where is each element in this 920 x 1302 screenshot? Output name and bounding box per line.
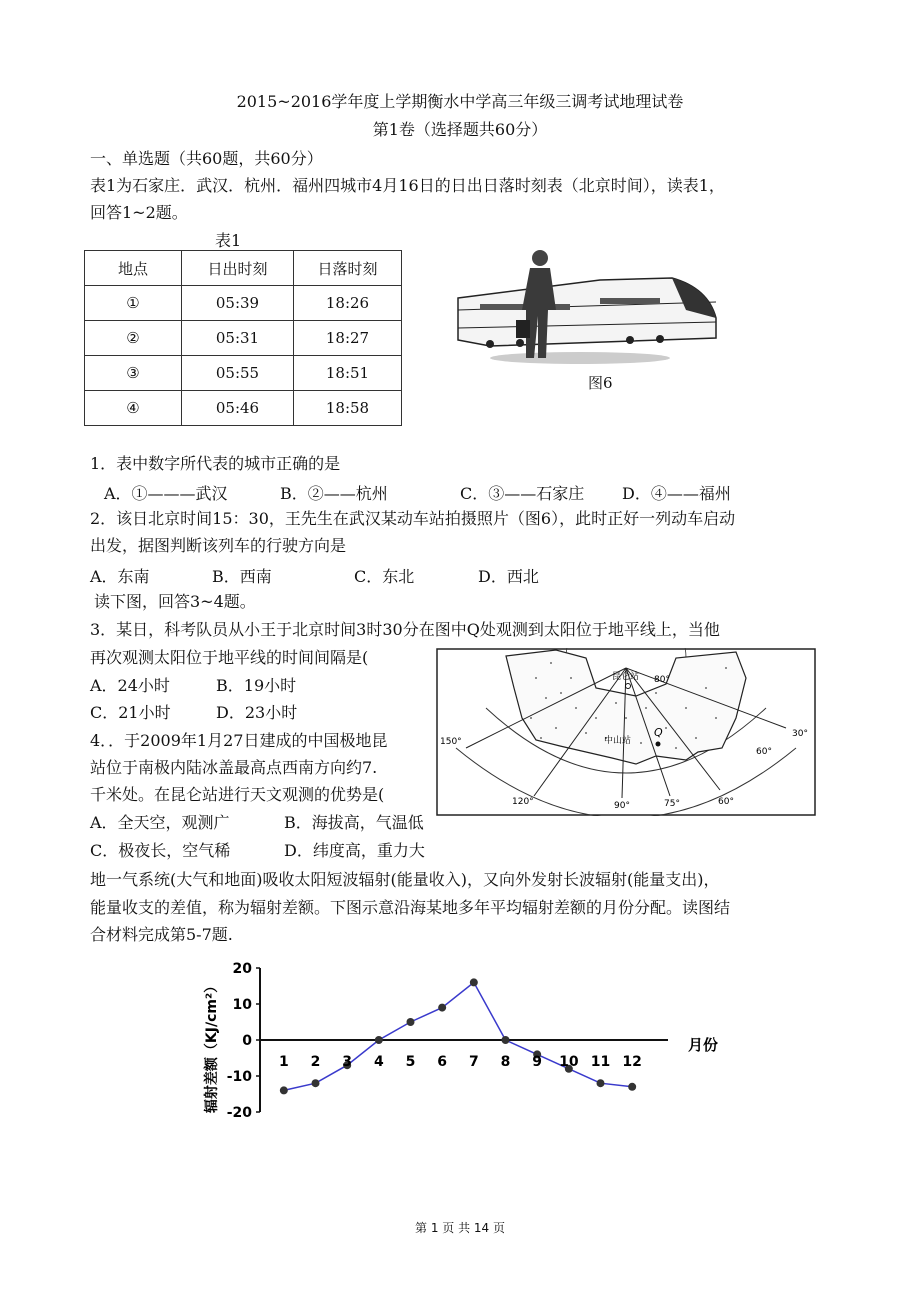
chart-point: [312, 1079, 320, 1087]
section-heading: 一、单选题（共60题，共60分）: [90, 149, 323, 168]
q4-stem-b: 站位于南极内陆冰盖最高点西南方向约7.: [90, 758, 378, 777]
map-degree-label: 120°: [512, 797, 534, 807]
q1-option-b[interactable]: B．②——杭州: [280, 484, 388, 503]
map-degree-label: 30°: [792, 729, 808, 739]
q1-option-a[interactable]: A．①———武汉: [104, 484, 228, 503]
q2-option-a[interactable]: A．东南: [90, 567, 150, 586]
q4-stem-c: 千米处。在昆仑站进行天文观测的优势是(: [90, 785, 385, 804]
chart-x-tick-label: 3: [342, 1054, 353, 1070]
chart-point: [597, 1079, 605, 1087]
map-degree-label: 90°: [614, 801, 630, 811]
chart-x-tick-label: 8: [500, 1054, 511, 1070]
chart-x-tick-label: 5: [405, 1054, 416, 1070]
q4-options-row-1: [90, 813, 424, 833]
table-cell: ③: [85, 356, 182, 391]
intro-3-line-c: 合材料完成第5-7题.: [90, 925, 233, 944]
exam-title: 2015~2016学年度上学期衡水中学高三年级三调考试地理试卷: [236, 92, 684, 111]
chart-y-axis-label: 辐射差额（KJ/cm²）: [204, 978, 220, 1114]
table-row: [85, 391, 402, 426]
map-label-zhongshan: 中山站: [604, 736, 632, 746]
exam-subtitle: 第1卷（选择题共60分）: [372, 120, 548, 139]
map-degree-label: 150°: [440, 737, 462, 747]
q1-option-c[interactable]: C．③——石家庄: [460, 484, 585, 503]
chart-series-line: [284, 982, 632, 1090]
chart-y-tick-label: -20: [226, 1105, 252, 1121]
chart-point: [438, 1004, 446, 1012]
table-cell: 05:31: [182, 321, 294, 356]
q4-option-c[interactable]: C．极夜长，空气稀: [90, 841, 231, 860]
table-cell: 18:58: [294, 391, 402, 426]
q3-option-c[interactable]: C．21小时: [90, 703, 171, 722]
map-degree-label: 60°: [756, 747, 772, 757]
chart-x-tick-label: 2: [310, 1054, 321, 1070]
q1-stem: 1．表中数字所代表的城市正确的是: [90, 454, 341, 473]
intro-2: 读下图，回答3~4题。: [94, 592, 256, 611]
table-row: [85, 321, 402, 356]
table-row: [85, 286, 402, 321]
table-cell: 05:55: [182, 356, 294, 391]
chart-point: [502, 1036, 510, 1044]
chart-x-tick-label: 7: [468, 1054, 479, 1070]
intro-1-line-a: 表1为石家庄．武汉．杭州．福州四城市4月16日的日出日落时刻表（北京时间），读表1，: [90, 176, 725, 195]
chart-x-tick-label: 6: [437, 1054, 448, 1070]
map-degree-label: 80°: [654, 675, 670, 685]
chart-point: [628, 1083, 636, 1091]
chart-point: [280, 1086, 288, 1094]
q2-option-b[interactable]: B．西南: [212, 567, 272, 586]
q2-stem-a: 2．该日北京时间15：30，王先生在武汉某动车站拍摄照片（图6），此时正好一列动车启动: [90, 509, 736, 528]
intro-1-line-b: 回答1~2题。: [90, 203, 188, 222]
chart-x-tick-label: 1: [278, 1054, 289, 1070]
table-cell: 18:27: [294, 321, 402, 356]
q2-option-d[interactable]: D．西北: [478, 567, 539, 586]
chart-y-tick-label: 20: [232, 961, 252, 977]
antarctica-map: [436, 648, 816, 816]
q1-option-d[interactable]: D．④——福州: [622, 484, 731, 503]
q3-option-d[interactable]: D．23小时: [216, 703, 298, 722]
chart-x-tick-label: 10: [559, 1054, 579, 1070]
q3-option-a[interactable]: A．24小时: [90, 676, 170, 695]
chart-x-axis-label: 月份: [688, 1036, 719, 1054]
q3-options-row-1: [90, 676, 296, 696]
q4-option-d[interactable]: D．纬度高，重力大: [284, 841, 425, 860]
chart-x-tick-label: 11: [590, 1054, 611, 1070]
q1-options: [104, 481, 731, 504]
radiation-chart: [190, 950, 730, 1140]
table-cell: ④: [85, 391, 182, 426]
q4-stem-a: 4．．于2009年1月27日建成的中国极地昆: [90, 731, 388, 750]
q3-stem-a: 3．某日，科考队员从小王于北京时间3时30分在图中Q处观测到太阳位于地平线上，当他: [90, 620, 720, 639]
map-degree-label: 60°: [718, 797, 734, 807]
q2-stem-b: 出发，据图判断该列车的行驶方向是: [90, 536, 347, 555]
table-cell: ②: [85, 321, 182, 356]
table-header-row: [85, 251, 402, 286]
intro-3-line-a: 地一气系统(大气和地面)吸收太阳短波辐射(能量收入)，又向外发射长波辐射(能量支出)，: [90, 870, 720, 889]
q4-option-b[interactable]: B．海拔高，气温低: [284, 813, 424, 832]
q3-stem-b: 再次观测太阳位于地平线的时间间隔是(: [90, 648, 369, 667]
q3-option-b[interactable]: B．19小时: [216, 676, 297, 695]
q3-options-row-2: [90, 703, 297, 723]
map-label-q: Q: [654, 726, 663, 739]
chart-x-tick-label: 4: [373, 1054, 384, 1070]
chart-point: [375, 1036, 383, 1044]
intro-3-line-b: 能量收支的差值，称为辐射差额。下图示意沿海某地多年平均辐射差额的月份分配。读图结: [90, 898, 731, 917]
q2-options: [90, 564, 539, 587]
table-cell: 18:51: [294, 356, 402, 391]
q4-options-row-2: [90, 841, 425, 861]
chart-point: [470, 978, 478, 986]
chart-y-tick-label: 0: [242, 1033, 252, 1049]
figure-6-label: 图6: [588, 374, 613, 392]
map-degree-label: 75°: [664, 799, 680, 809]
table-header: 地点: [85, 251, 182, 286]
table-row: [85, 356, 402, 391]
chart-x-tick-label: 9: [532, 1054, 543, 1070]
table-header: 日落时刻: [294, 251, 402, 286]
table-cell: 05:46: [182, 391, 294, 426]
q2-option-c[interactable]: C．东北: [354, 567, 415, 586]
chart-y-tick-label: 10: [232, 997, 252, 1013]
table-caption: 表1: [215, 231, 242, 250]
chart-x-tick-label: 12: [622, 1054, 642, 1070]
sunrise-table: [84, 250, 402, 426]
table-cell: ①: [85, 286, 182, 321]
page-footer: 第 1 页 共 14 页: [415, 1221, 505, 1235]
chart-y-tick-label: -10: [226, 1069, 252, 1085]
chart-point: [407, 1018, 415, 1026]
table-cell: 18:26: [294, 286, 402, 321]
table-header: 日出时刻: [182, 251, 294, 286]
q4-option-a[interactable]: A．全天空，观测广: [90, 813, 230, 832]
table-cell: 05:39: [182, 286, 294, 321]
map-label-kunlun: 昆仑站: [612, 672, 640, 682]
